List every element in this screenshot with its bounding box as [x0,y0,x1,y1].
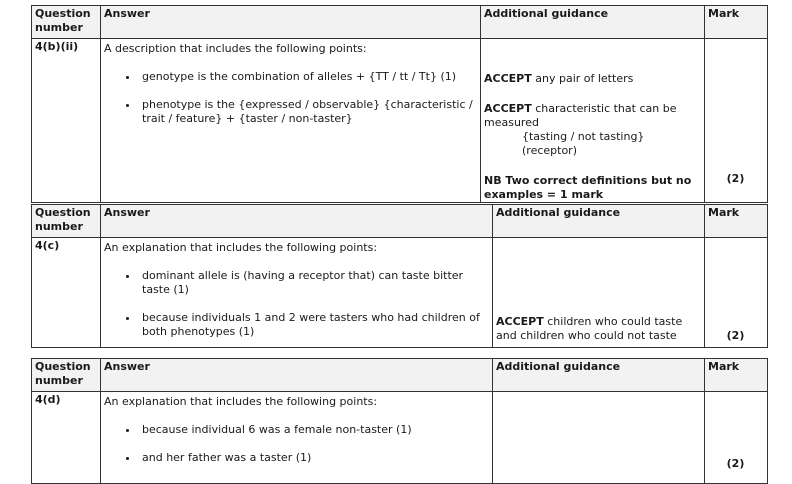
answer-points [104,423,488,465]
question-row [32,39,768,203]
guidance-accept-2-sub: {tasting / not tasting} (receptor) [522,130,645,157]
answer-points [104,269,488,339]
answer-intro: A description that includes the following points: [104,42,367,55]
guidance-accept-1: ACCEPT any pair of letters [484,72,634,85]
question-row [32,238,768,348]
answer-point: • because individual 6 was a female non-taster (1) [139,423,488,437]
header-answer: Answer [101,6,481,39]
header-mark: Mark [705,359,768,392]
answer-cell [101,39,481,203]
answer-point: • dominant allele is (having a receptor that) can taste bitter taste (1) [139,269,488,297]
answer-intro: An explanation that includes the following points: [104,241,378,254]
header-answer: Answer [101,205,493,238]
question-number: 4(c) [32,238,101,348]
guidance-accept-2: ACCEPT characteristic that can be measured [484,102,677,129]
answer-intro: An explanation that includes the following points: [104,395,378,408]
guidance-cell [493,392,705,484]
question-number: 4(b)(ii) [32,39,101,203]
answer-points [104,70,476,126]
answer-point: • genotype is the combination of alleles + {TT / tt / Tt} (1) [139,70,476,84]
mark-scheme-table-4d [31,358,768,484]
header-row [32,359,768,392]
question-row [32,392,768,484]
mark-value: (2) [705,392,768,484]
header-question-number: Question number [32,359,101,392]
header-row [32,6,768,39]
header-question-number: Question number [32,6,101,39]
header-guidance: Additional guidance [493,359,705,392]
guidance-accept-1: ACCEPT children who could taste and children who could not taste [496,315,683,342]
guidance-cell [493,238,705,348]
header-guidance: Additional guidance [481,6,705,39]
guidance-nb: NB Two correct definitions but no examples = 1 mark [484,174,692,201]
header-guidance: Additional guidance [493,205,705,238]
header-mark: Mark [705,6,768,39]
mark-scheme-table-4bii [31,5,768,203]
answer-point: • because individuals 1 and 2 were tasters who had children of both phenotypes (1) [139,311,488,339]
answer-cell [101,392,493,484]
header-mark: Mark [705,205,768,238]
question-number: 4(d) [32,392,101,484]
mark-scheme-table-4c [31,204,768,348]
mark-value: (2) [705,39,768,203]
answer-point: • phenotype is the {expressed / observable} {characteristic / trait / feature} + {taster / non-taster} [139,98,476,126]
mark-value: (2) [705,238,768,348]
header-question-number: Question number [32,205,101,238]
answer-cell [101,238,493,348]
guidance-cell [481,39,705,203]
header-row [32,205,768,238]
answer-point: • and her father was a taster (1) [139,451,488,465]
header-answer: Answer [101,359,493,392]
